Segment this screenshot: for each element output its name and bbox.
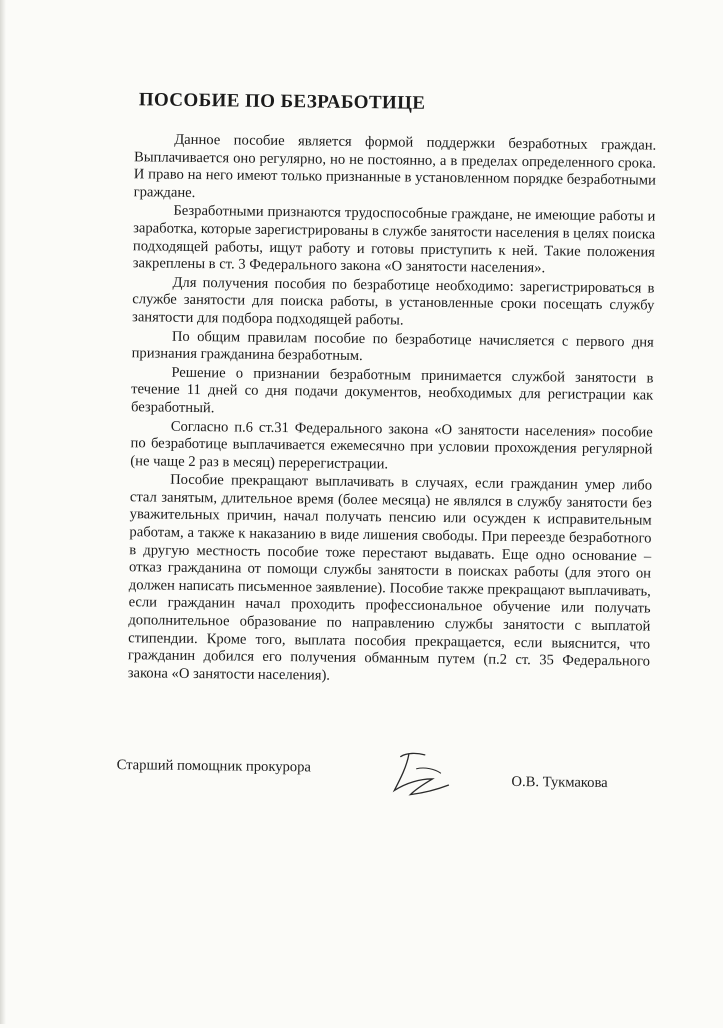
paragraph-1: Данное пособие является формой поддержки безработных граждан. Выплачивается оно регулярно, но не постоянно, а в пределах определенного срока. И право на него имеют только признанные в установленном порядке безработными граждане. (133, 131, 657, 201)
paragraph-3: Для получения пособия по безработице необходимо: зарегистрироваться в службе занятости для поиска работы, в установленные сроки посещать службу занятости для подбора подходящей работы. (132, 274, 655, 329)
signature-block (116, 757, 627, 792)
signatory-role: Старший помощник прокурора (116, 757, 312, 776)
document-title: ПОСОБИЕ ПО БЕЗРАБОТИЦЕ (138, 89, 426, 114)
paragraph-6: Согласно п.6 ст.31 Федерального закона «О занятости населения» пособие по безработице выплачивается ежемесячно при условии прохождения регулярной (не чаще 2 раз в месяц) перерегистрации. (130, 418, 653, 473)
handwritten-signature (386, 748, 457, 799)
paragraph-2: Безработными признаются трудоспособные граждане, не имеющие работы и заработка, которые зарегистрированы в службе занятости населения в целях поиска подходящей работы, ищут работу и готовы приступить к ней. Такие положения закреплены в ст. 3 Федерального закона «О занятости населения». (132, 203, 656, 277)
paragraph-7: Пособие прекращают выплачивать в случаях, если гражданин умер либо стал занятым, длительное время (более месяца) не являлся в службу занятости без уважительных причин, начал получать пенсию или осужден к исправительным работам, а также к наказанию в виде лишения свободы. При переезде безработного в другую местность пособие тоже перестают выдавать. Еще одно основание – отказ гражданина от помощи службы занятости в поисках работы (для этого он должен написать письменное заявление). Пособие также прекращают выплачивать, если гражданин начал проходить профессиональное обучение или получать дополнительное образование по направлению службы занятости с выплатой стипендии. Кроме того, выплата пособия прекращается, если выяснится, что гражданин добился его получения обманным путем (п.2 ст. 35 Федерального закона «О занятости населения). (127, 471, 653, 684)
signatory-name: О.В. Тукмакова (511, 773, 608, 792)
document-body (128, 131, 657, 690)
paragraph-5: Решение о признании безработным принимается службой занятости в течение 11 дней со дня подачи документов, необходимых для регистрации как безработный. (130, 364, 654, 417)
paragraph-4: По общим правилам пособие по безработице начисляется с первого дня признания гражданина безработным. (131, 328, 654, 365)
